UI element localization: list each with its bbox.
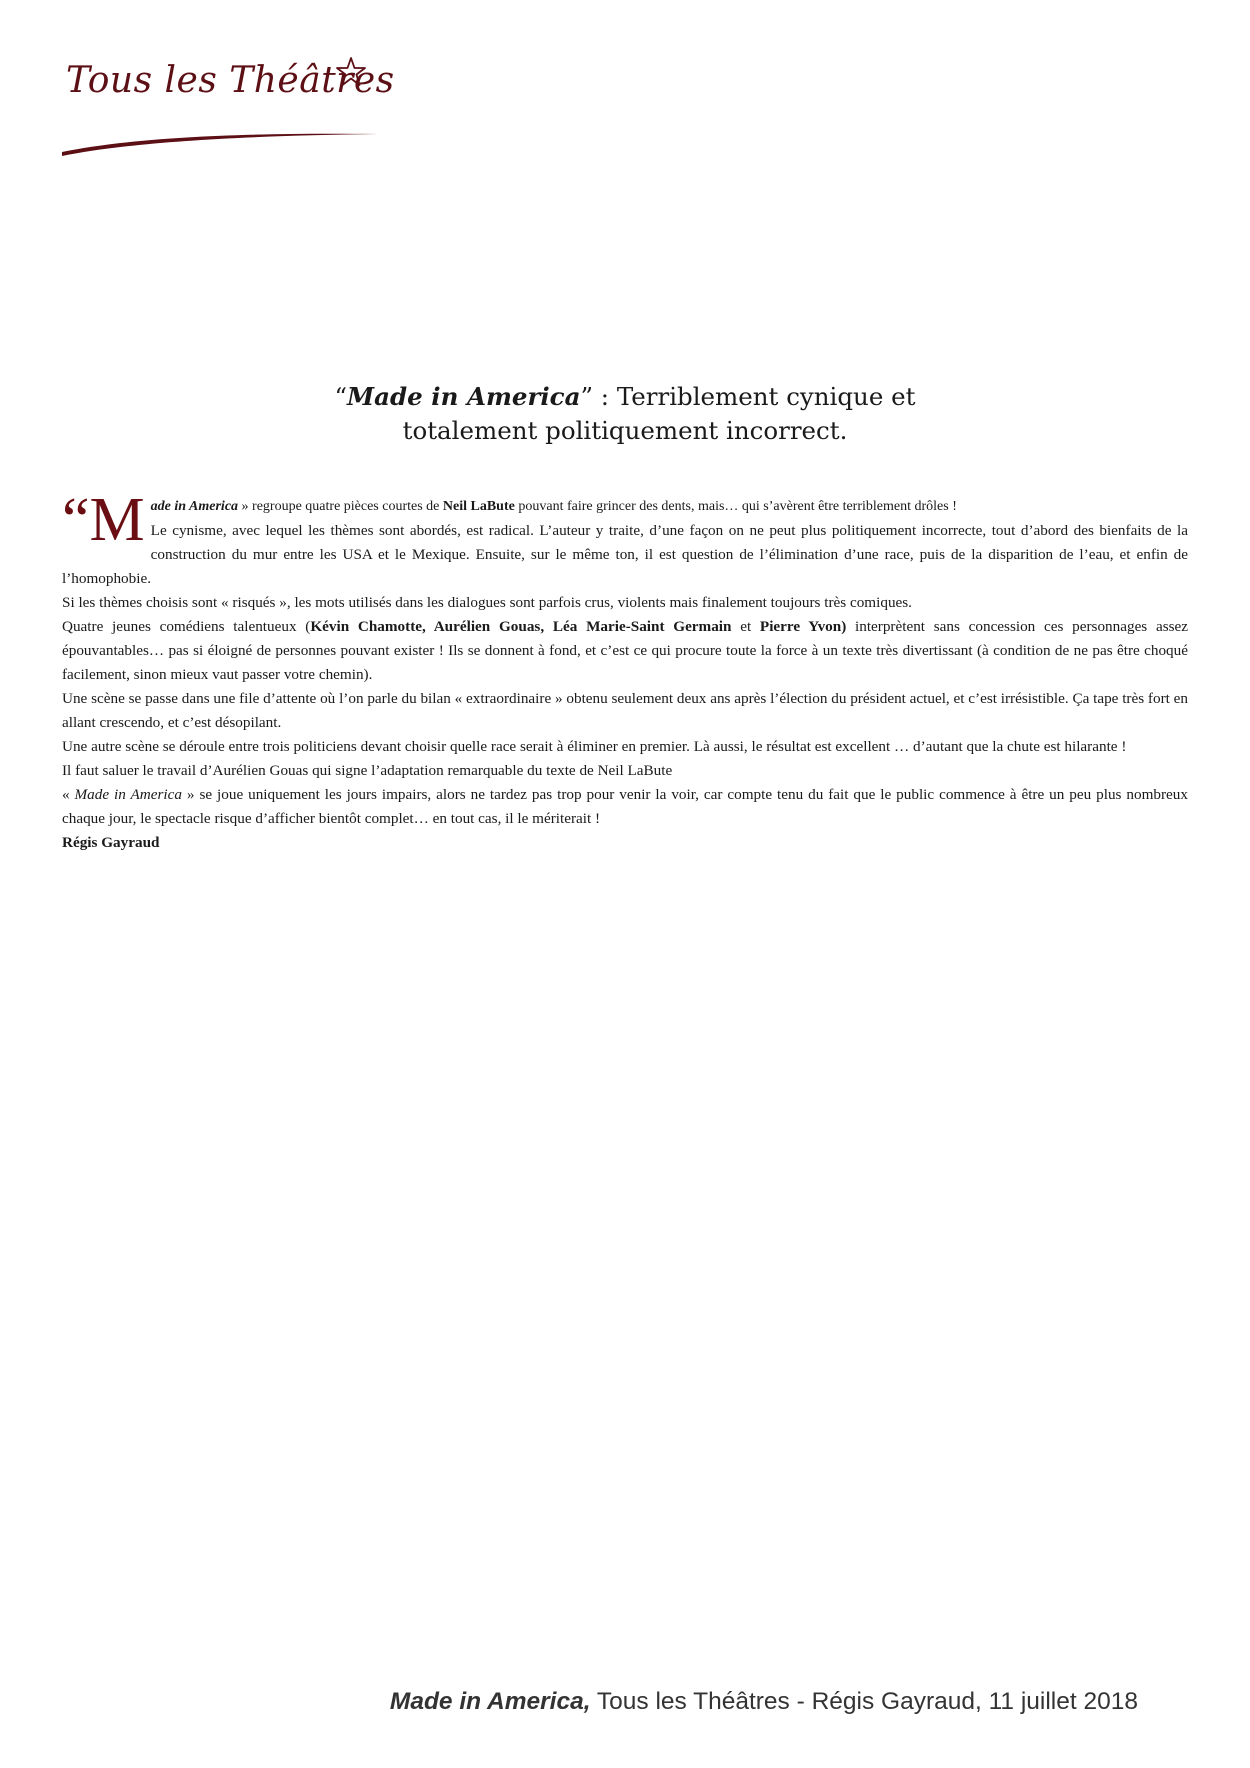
intro-author: Neil LaBute xyxy=(442,499,515,514)
headline-line-2: totalement politiquement incorrect. xyxy=(402,416,848,445)
headline-line-1 xyxy=(200,380,1050,414)
paragraph-cynicism: Le cynisme, avec lequel les thèmes sont abordés, est radical. L’auteur y traite, d’une façon on ne peut plus politiquement incorrecte, tout d’abord des bienfaits de la construction du mur entre les USA et le Mexique. Ensuite, sur le même ton, il est question de l’élimination d’une race, puis de la disparition de l’eau, et enfin de l’homophobie. xyxy=(62,522,1188,587)
schedule-text: » se joue uniquement les jours impairs, alors ne tardez pas trop pour venir la voir, car compte tenu du fait que le public commence à être un peu plus nombreux chaque jour, le spectacle risque d’afficher bientôt complet… en tout cas, il le mériterait ! xyxy=(62,786,1188,827)
star-icon xyxy=(335,56,367,88)
paragraph-schedule xyxy=(62,783,1188,831)
dropcap xyxy=(62,486,145,554)
actors-last-name: Pierre Yvon) xyxy=(759,618,847,635)
footer-source: Tous les Théâtres - Régis Gayraud, 11 juillet 2018 xyxy=(590,1688,1138,1715)
actors-et: et xyxy=(731,618,760,635)
page-footer xyxy=(390,1688,1138,1716)
intro-show-title: ade in America xyxy=(150,499,239,514)
footer-show-title: Made in America, xyxy=(389,1688,591,1715)
dropcap-quote: “ xyxy=(62,486,90,554)
article-body xyxy=(62,486,1188,855)
actors-names: Kévin Chamotte, Aurélien Gouas, Léa Marie-Saint Germain xyxy=(310,618,732,635)
dropcap-letter: M xyxy=(89,486,145,554)
schedule-show-title: Made in America xyxy=(74,786,182,803)
paragraph-intro xyxy=(62,486,1188,554)
actors-text-a: Quatre jeunes comédiens talentueux ( xyxy=(62,618,311,635)
paragraph-scene-1: Une scène se passe dans une file d’attente où l’on parle du bilan « extraordinaire » obtenu seulement deux ans après l’élection du président actuel, et c’est irrésistible. Ça tape très fort en allant crescendo, et c’est désopilant. xyxy=(62,690,1188,731)
paragraph-themes: Si les thèmes choisis sont « risqués », les mots utilisés dans les dialogues sont parfois crus, violents mais finalement toujours très comiques. xyxy=(62,594,912,611)
headline-show-title: Made in America xyxy=(347,382,581,411)
headline-rest: : Terriblement cynique et xyxy=(593,382,916,411)
logo-text: Tous les Théâtres xyxy=(66,60,395,101)
headline-close-quote: ” xyxy=(580,382,593,411)
article-headline xyxy=(200,380,1050,448)
paragraph-actors xyxy=(62,615,1188,687)
paragraph-adaptation: Il faut saluer le travail d’Aurélien Gouas qui signe l’adaptation remarquable du texte de Neil LaBute xyxy=(62,762,673,779)
headline-open-quote: “ xyxy=(334,382,348,411)
author-signature: Régis Gayraud xyxy=(62,834,160,851)
logo-swoosh xyxy=(60,118,380,158)
intro-text-b: pouvant faire grincer des dents, mais… qui s’avèrent être terriblement drôles ! xyxy=(514,499,957,514)
schedule-open-quote: « xyxy=(62,786,75,803)
paragraph-scene-2: Une autre scène se déroule entre trois politiciens devant choisir quelle race serait à éliminer en premier. Là aussi, le résultat est excellent … d’autant que la chute est hilarante ! xyxy=(62,738,1127,755)
actors-text-b: interprètent sans concession ces personnages assez épouvantables… pas si éloigné de personnes pouvant exister ! Ils se donnent à fond, et c’est ce qui procure toute la force à un texte très divertissant (à condition de ne pas être choqué facilement, sinon mieux vaut passer votre chemin). xyxy=(62,618,1188,683)
site-logo[interactable] xyxy=(60,52,395,162)
intro-text-a: » regroupe quatre pièces courtes de xyxy=(238,499,443,514)
